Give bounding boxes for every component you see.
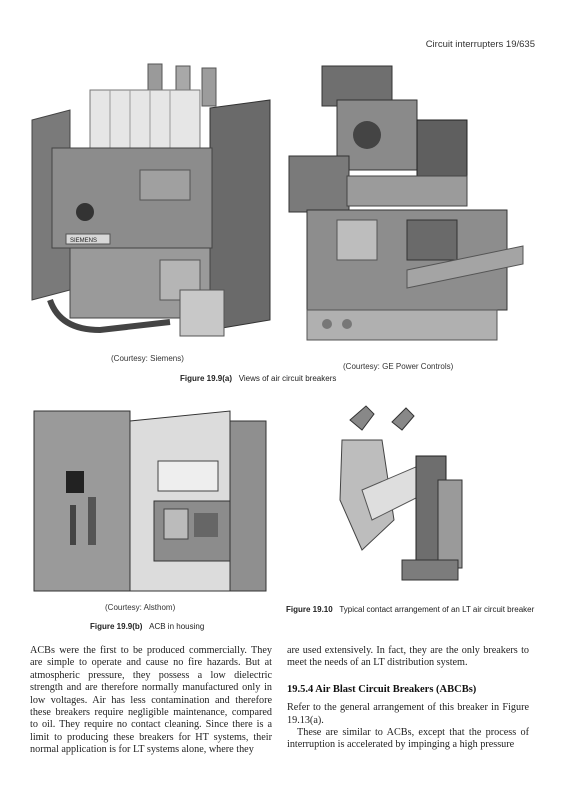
paragraph-acb-intro: ACBs were the first to be produced commercially. They are simple to operate and cause no fire hazards. But at atmospheric pressure, they possess a low dielectric strength and are therefore normally manufactured only in low voltages. Air has less contamination and therefore these breakers require negligible maintenance, compared to oil. They require no contact cleaning. Since there is a limit to producing these breakers for HT systems, their normal application is for LT systems alone, where they: [30, 645, 272, 756]
figure-19-10-caption: [286, 605, 536, 614]
photo-ge-acb: [287, 60, 530, 344]
credit-ge: (Courtesy: GE Power Controls): [343, 362, 454, 371]
housing-illustration: [30, 405, 270, 595]
credit-siemens: (Courtesy: Siemens): [111, 354, 184, 363]
contact-arrangement-illustration: [322, 400, 498, 590]
figure-label: Figure 19.10: [286, 605, 333, 614]
figure-caption-text: Typical contact arrangement of an LT air circuit breaker: [339, 605, 535, 614]
ge-breaker-illustration: [287, 60, 530, 344]
running-head: Circuit interrupters 19/635: [425, 39, 535, 50]
figure-label: Figure 19.9(b): [90, 622, 143, 631]
photo-acb-housing: [30, 405, 270, 595]
figure-label: Figure 19.9(a): [180, 374, 233, 383]
nameplate-text: SIEMENS: [70, 238, 98, 244]
credit-alsthom: (Courtesy: Alsthom): [105, 603, 176, 612]
figure-19-9a-caption: [180, 374, 336, 383]
left-column: [30, 645, 272, 757]
figure-caption-text: Views of air circuit breakers: [238, 374, 337, 383]
paragraph-acb-continued: are used extensively. In fact, they are the only breakers to meet the needs of an LT distribution system.: [287, 645, 529, 669]
right-column: [287, 645, 529, 752]
siemens-breaker-illustration: [30, 60, 272, 344]
paragraph-abcb-description: These are similar to ACBs, except that the process of interruption is accelerated by impinging a high pressure: [287, 727, 529, 751]
figure-caption-text: ACB in housing: [149, 622, 205, 631]
section-heading-abcb: 19.5.4 Air Blast Circuit Breakers (ABCBs): [287, 683, 477, 695]
photo-siemens-acb: [30, 60, 272, 344]
figure-19-9b-caption: [90, 622, 204, 631]
paragraph-abcb-reference: Refer to the general arrangement of this breaker in Figure 19.13(a).: [287, 702, 529, 726]
photo-contact-arrangement: [322, 400, 498, 590]
